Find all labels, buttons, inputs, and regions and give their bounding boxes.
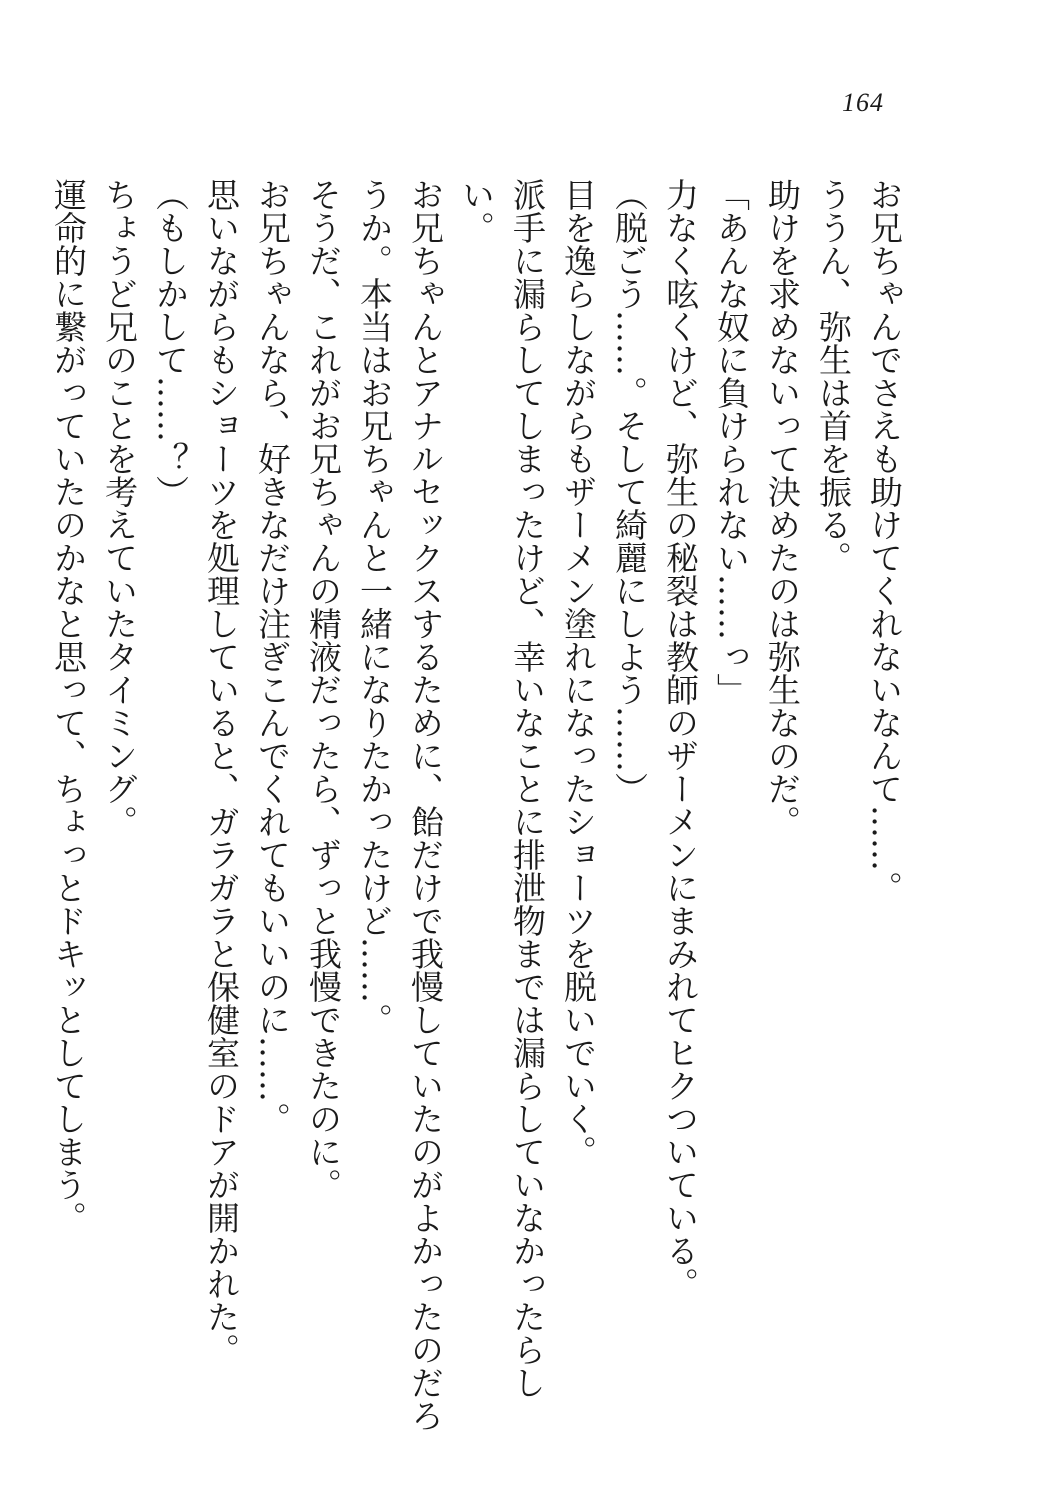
page-number: 164 [842,88,884,117]
text-line: 「あんな奴に負けられない……っ」 [712,178,751,706]
text-line: ううん、弥生は首を振る。 [814,178,853,574]
text-line: 目を逸らしながらもザーメン塗れになったショーツを脱いでいく。 [559,178,598,1168]
text-line: そうだ、これがお兄ちゃんの精液だったら、ずっと我慢できたのに。 [304,178,343,1201]
novel-text [43,178,910,1440]
text-line: ちょうど兄のことを考えていたタイミング。 [100,178,139,838]
text-line: 派手に漏らしてしまったけど、幸いなことに排泄物までは漏らしていなかったらしい。 [457,178,547,1399]
text-line: お兄ちゃんとアナルセックスするために、飴だけで我慢していたのがよかったのだろうか。本当はお兄ちゃんと一緒になりたかったけど……。 [355,178,445,1432]
text-line: お兄ちゃんなら、好きなだけ注ぎこんでくれてもいいのに……。 [253,178,292,1135]
text-line: 助けを求めないって決めたのは弥生なのだ。 [763,178,802,838]
text-line: お兄ちゃんでさえも助けてくれないなんて……。 [865,178,904,904]
text-line: （脱ごう……。そして綺麗にしよう……） [610,178,649,805]
text-line: （もしかして……？） [151,178,190,508]
text-line: 思いながらもショーツを処理していると、ガラガラと保健室のドアが開かれた。 [202,178,241,1366]
text-line: 運命的に繋がっていたのかなと思って、ちょっとドキッとしてしまう。 [49,178,88,1234]
text-line: 力なく呟くけど、弥生の秘裂は教師のザーメンにまみれてヒクついている。 [661,178,700,1300]
